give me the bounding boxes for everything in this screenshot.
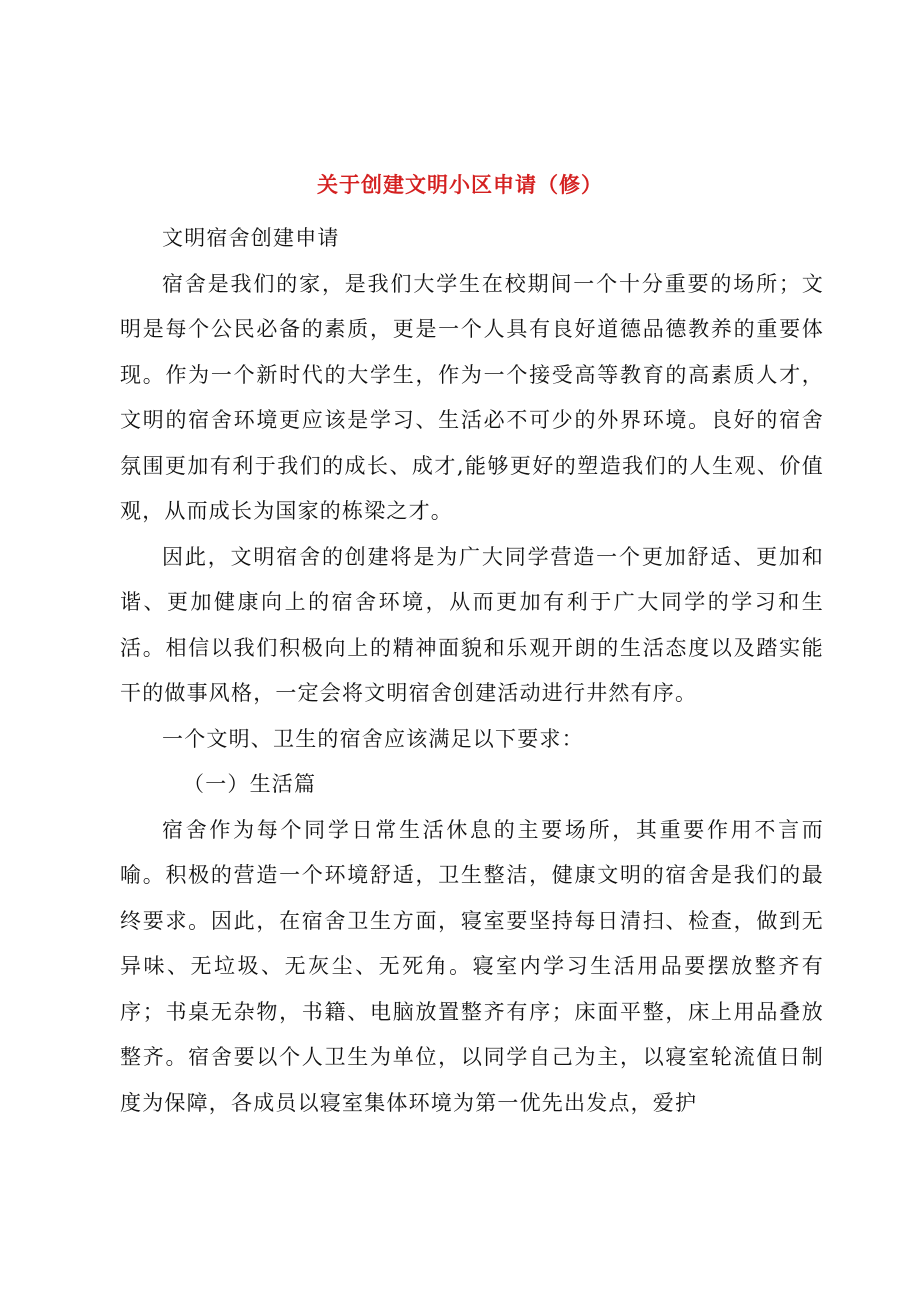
requirements-heading: 一个文明、卫生的宿舍应该满足以下要求： bbox=[162, 726, 584, 751]
document-body bbox=[120, 216, 824, 1126]
document-title: 关于创建文明小区申请（修） bbox=[317, 173, 603, 197]
purpose-paragraph: 因此，文明宿舍的创建将是为广大同学营造一个更加舒适、更加和谐、更加健康向上的宿舍环境，从而更加有利于广大同学的学习和生活。相信以我们积极向上的精神面貌和乐观开朗的生活态度以及踏实能干的做事风格，一定会将文明宿舍创建活动进行井然有序。 bbox=[120, 544, 824, 705]
life-paragraph: 宿舍作为每个同学日常生活休息的主要场所，其重要作用不言而喻。积极的营造一个环境舒适，卫生整洁，健康文明的宿舍是我们的最终要求。因此，在宿舍卫生方面，寝室要坚持每日清扫、检查，做到无异味、无垃圾、无灰尘、无死角。寝室内学习生活用品要摆放整齐有序；书桌无杂物，书籍、电脑放置整齐有序；床面平整，床上用品叠放整齐。宿舍要以个人卫生为单位，以同学自己为主，以寝室轮流值日制度为保障，各成员以寝室集体环境为第一优先出发点，爱护 bbox=[120, 817, 824, 1115]
subtitle-paragraph: 文明宿舍创建申请 bbox=[162, 226, 340, 250]
section-heading-life: （一）生活篇 bbox=[183, 772, 317, 796]
intro-paragraph: 宿舍是我们的家，是我们大学生在校期间一个十分重要的场所；文明是每个公民必备的素质，更是一个人具有良好道德品德教养的重要体现。作为一个新时代的大学生，作为一个接受高等教育的高素质人才，文明的宿舍环境更应该是学习、生活必不可少的外界环境。良好的宿舍氛围更加有利于我们的成长、成才,能够更好的塑造我们的人生观、价值观，从而成长为国家的栋梁之才。 bbox=[120, 271, 824, 523]
